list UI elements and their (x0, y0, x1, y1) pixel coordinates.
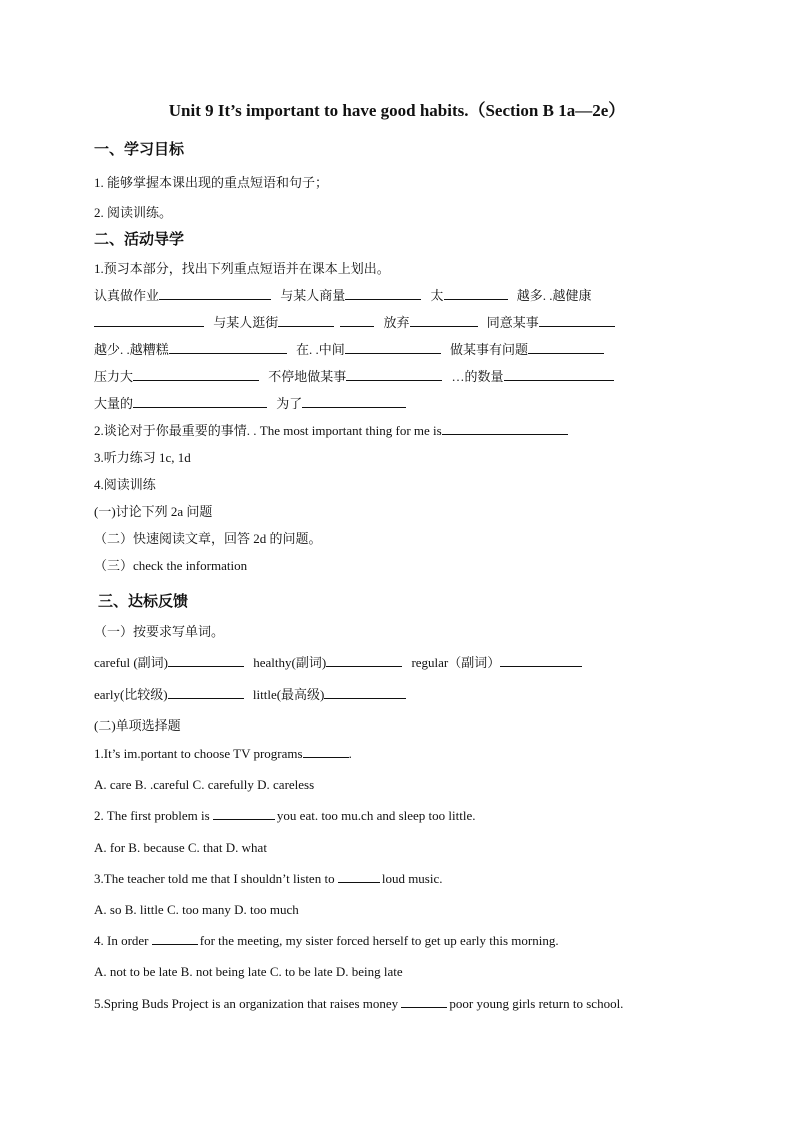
answer-blank[interactable] (410, 325, 478, 327)
answer-blank[interactable] (345, 352, 441, 354)
answer-blank[interactable] (401, 1006, 447, 1008)
answer-blank[interactable] (133, 406, 267, 408)
question-stem: poor young girls return to school. (449, 996, 624, 1011)
reading-sub-3: （三）check the information (94, 558, 248, 573)
phrase: 在. .中间 (296, 342, 345, 357)
word-prompt: careful (副词) (94, 655, 168, 670)
phrase: 压力大 (94, 369, 134, 384)
question-1-options: A. care B. .careful C. carefully D. careless (94, 777, 315, 792)
question-4-options: A. not to be late B. not being late C. to be late D. being late (94, 964, 403, 979)
answer-blank[interactable] (169, 352, 287, 354)
question-stem: for the meeting, my sister forced herself to get up early this morning. (199, 933, 559, 948)
goal-item-2: 2. 阅读训练。 (94, 205, 173, 220)
question-4 (94, 933, 559, 949)
answer-blank[interactable] (303, 756, 349, 758)
word-prompt: early(比较级) (94, 687, 168, 702)
answer-blank[interactable] (338, 881, 380, 883)
answer-blank[interactable] (213, 818, 275, 820)
phrase: 越多. .越健康 (516, 288, 592, 303)
word-prompt: regular（副词） (411, 655, 501, 670)
question-stem: 2. The first problem is (94, 808, 210, 823)
answer-blank[interactable] (168, 665, 244, 667)
phrase-row-4 (94, 366, 620, 385)
answer-blank[interactable] (302, 406, 406, 408)
phrase-row-1 (94, 285, 592, 304)
question-stem: 5.Spring Buds Project is an organization that raises money (94, 996, 399, 1011)
question-stem: you eat. too mu.ch and sleep too little. (276, 808, 476, 823)
answer-blank[interactable] (340, 325, 374, 327)
choice-task-title: (二)单项选择题 (94, 718, 181, 733)
phrase: 不停地做某事 (268, 369, 347, 384)
answer-blank[interactable] (168, 697, 244, 699)
phrase: 与某人商量 (280, 288, 346, 303)
question-3 (94, 871, 443, 887)
phrase: 放弃 (383, 315, 410, 330)
page-title: Unit 9 It’s important to have good habits.（Section B 1a—2e） (168, 101, 626, 120)
word-row-2 (94, 684, 412, 703)
answer-blank[interactable] (345, 298, 421, 300)
phrase: 越少. .越糟糕 (94, 342, 169, 357)
answer-blank[interactable] (278, 325, 334, 327)
question-stem: 4. In order (94, 933, 149, 948)
question-1 (94, 746, 352, 762)
question-stem: loud music. (381, 871, 443, 886)
answer-blank[interactable] (444, 298, 508, 300)
reading-item: 4.阅读训练 (94, 477, 156, 492)
listening-item: 3.听力练习 1c, 1d (94, 450, 191, 465)
phrase: 太 (430, 288, 444, 303)
answer-blank[interactable] (159, 298, 271, 300)
answer-blank[interactable] (94, 325, 204, 327)
answer-blank[interactable] (504, 379, 614, 381)
answer-blank[interactable] (500, 665, 582, 667)
answer-blank[interactable] (539, 325, 615, 327)
answer-blank[interactable] (133, 379, 259, 381)
answer-blank[interactable] (346, 379, 442, 381)
answer-blank[interactable] (324, 697, 406, 699)
question-2-options: A. for B. because C. that D. what (94, 840, 267, 855)
phrase: 大量的 (94, 396, 134, 411)
goal-item-1: 1. 能够掌握本课出现的重点短语和句子； (94, 175, 329, 190)
question-2 (94, 808, 476, 824)
phrase: 与某人逛街 (213, 315, 279, 330)
section2-heading: 二、活动导学 (94, 232, 185, 248)
section1-heading: 一、学习目标 (94, 142, 185, 158)
talk-question (94, 420, 574, 439)
answer-blank[interactable] (326, 665, 402, 667)
phrase: 认真做作业 (94, 288, 160, 303)
phrase-row-2 (94, 312, 621, 331)
answer-blank[interactable] (442, 433, 568, 435)
phrase: 做某事有问题 (450, 342, 529, 357)
phrase-row-5 (94, 393, 412, 412)
phrase: …的数量 (451, 369, 504, 384)
phrase-row-3 (94, 339, 610, 358)
preview-instruction: 1.预习本部分，找出下列重点短语并在课本上划出。 (94, 261, 390, 276)
reading-sub-2: （二）快速阅读文章，回答 2d 的问题。 (94, 531, 322, 546)
question-stem: . (348, 746, 352, 761)
question-5 (94, 996, 623, 1012)
phrase: 为了 (276, 396, 303, 411)
answer-blank[interactable] (528, 352, 604, 354)
word-row-1 (94, 652, 588, 671)
phrase: 同意某事 (486, 315, 539, 330)
word-prompt: healthy(副词) (253, 655, 327, 670)
section3-heading: 三、达标反馈 (98, 594, 189, 610)
word-prompt: little(最高级) (252, 687, 325, 702)
word-task-title: （一）按要求写单词。 (94, 624, 225, 639)
talk-question-text: 2.谈论对于你最重要的事情. . The most important thing for me is (94, 423, 442, 438)
question-3-options: A. so B. little C. too many D. too much (94, 902, 299, 917)
reading-sub-1: (一)讨论下列 2a 问题 (94, 504, 213, 519)
answer-blank[interactable] (152, 943, 198, 945)
question-stem: 3.The teacher told me that I shouldn’t listen to (94, 871, 335, 886)
question-stem: 1.It’s im.portant to choose TV programs (94, 746, 303, 761)
